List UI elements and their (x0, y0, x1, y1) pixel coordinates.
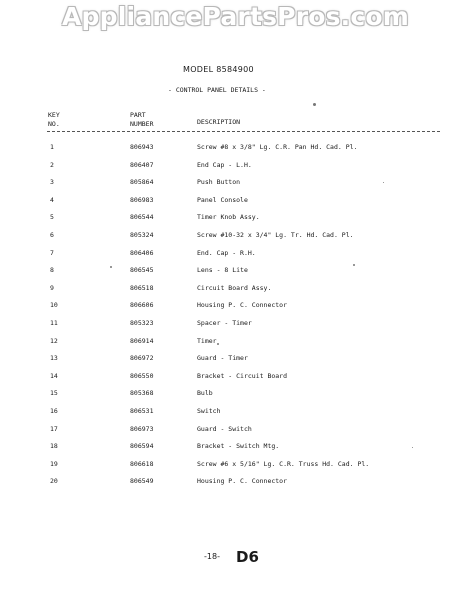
key-number: 16 (50, 407, 58, 415)
table-row (0, 425, 471, 437)
part-description: Screw #8 x 3/8" Lg. C.R. Pan Hd. Cad. Pl. (197, 143, 358, 151)
part-number: 806914 (130, 337, 154, 345)
header-divider (47, 131, 440, 132)
part-number: 806406 (130, 249, 154, 257)
part-number: 806550 (130, 372, 154, 380)
key-number: 20 (50, 477, 58, 485)
part-number: 806549 (130, 477, 154, 485)
part-description: Switch (197, 407, 221, 415)
header-part-line2: NUMBER (130, 120, 154, 128)
header-key-no (48, 111, 60, 129)
part-description: Screw #10-32 x 3/4" Lg. Tr. Hd. Cad. Pl. (197, 231, 354, 239)
part-number: 805323 (130, 319, 154, 327)
part-description: Housing P. C. Connector (197, 301, 288, 309)
page-code: D6 (236, 548, 259, 566)
key-number: 18 (50, 442, 58, 450)
table-row (0, 178, 471, 190)
key-number: 12 (50, 337, 58, 345)
header-description: DESCRIPTION (197, 118, 241, 126)
table-row (0, 213, 471, 225)
part-description: Panel Console (197, 196, 248, 204)
part-number: 806943 (130, 143, 154, 151)
table-row (0, 196, 471, 208)
part-number: 806983 (130, 196, 154, 204)
model-title: MODEL 8584900 (183, 65, 254, 74)
part-description: Housing P. C. Connector (197, 477, 288, 485)
key-number: 1 (50, 143, 54, 151)
table-row (0, 389, 471, 401)
part-description: Timer (197, 337, 217, 345)
part-description: End Cap - L.H. (197, 161, 252, 169)
key-number: 9 (50, 284, 54, 292)
part-number: 806973 (130, 425, 154, 433)
part-number: 806407 (130, 161, 154, 169)
key-number: 7 (50, 249, 54, 257)
key-number: 15 (50, 389, 58, 397)
part-number: 806606 (130, 301, 154, 309)
key-number: 17 (50, 425, 58, 433)
part-number: 806545 (130, 266, 154, 274)
key-number: 19 (50, 460, 58, 468)
table-row (0, 231, 471, 243)
key-number: 13 (50, 354, 58, 362)
table-row (0, 319, 471, 331)
part-description: Bulb (197, 389, 213, 397)
key-number: 10 (50, 301, 58, 309)
scan-speck (313, 103, 316, 106)
table-row (0, 337, 471, 349)
key-number: 3 (50, 178, 54, 186)
part-number: 805324 (130, 231, 154, 239)
table-row (0, 161, 471, 173)
key-number: 6 (50, 231, 54, 239)
part-description: Push Button (197, 178, 241, 186)
part-description: Guard - Timer (197, 354, 248, 362)
part-number: 806544 (130, 213, 154, 221)
table-row (0, 407, 471, 419)
scan-speck (383, 182, 384, 183)
part-description: Timer Knob Assy. (197, 213, 260, 221)
table-row (0, 442, 471, 454)
table-row (0, 460, 471, 472)
part-number: 806972 (130, 354, 154, 362)
table-row (0, 266, 471, 278)
scan-speck (353, 264, 355, 266)
header-key-line1: KEY (48, 111, 60, 119)
part-number: 806531 (130, 407, 154, 415)
table-row (0, 372, 471, 384)
scan-speck (217, 343, 219, 345)
key-number: 8 (50, 266, 54, 274)
key-number: 4 (50, 196, 54, 204)
part-number: 805368 (130, 389, 154, 397)
part-description: End. Cap - R.H. (197, 249, 256, 257)
scan-speck (110, 266, 112, 268)
header-part-line1: PART (130, 111, 146, 119)
part-description: Circuit Board Assy. (197, 284, 272, 292)
header-part-number (130, 111, 153, 129)
part-description: Bracket - Circuit Board (197, 372, 288, 380)
part-number: 806618 (130, 460, 154, 468)
header-key-line2: NO. (48, 120, 60, 128)
key-number: 2 (50, 161, 54, 169)
table-row (0, 301, 471, 313)
watermark-text: AppliancePartsPros.com (61, 2, 410, 31)
table-row (0, 354, 471, 366)
page-number: -18- (204, 552, 220, 561)
part-description: Bracket - Switch Mtg. (197, 442, 280, 450)
key-number: 14 (50, 372, 58, 380)
section-title: - CONTROL PANEL DETAILS - (168, 86, 266, 94)
table-row (0, 284, 471, 296)
part-number: 805864 (130, 178, 154, 186)
part-description: Guard - Switch (197, 425, 252, 433)
key-number: 11 (50, 319, 58, 327)
table-row (0, 249, 471, 261)
part-description: Spacer - Timer (197, 319, 252, 327)
part-number: 806518 (130, 284, 154, 292)
table-row (0, 143, 471, 155)
scan-speck (412, 447, 413, 448)
part-description: Screw #6 x 5/16" Lg. C.R. Truss Hd. Cad. Pl. (197, 460, 370, 468)
part-number: 806594 (130, 442, 154, 450)
part-description: Lens - 8 Lite (197, 266, 248, 274)
key-number: 5 (50, 213, 54, 221)
table-row (0, 477, 471, 489)
